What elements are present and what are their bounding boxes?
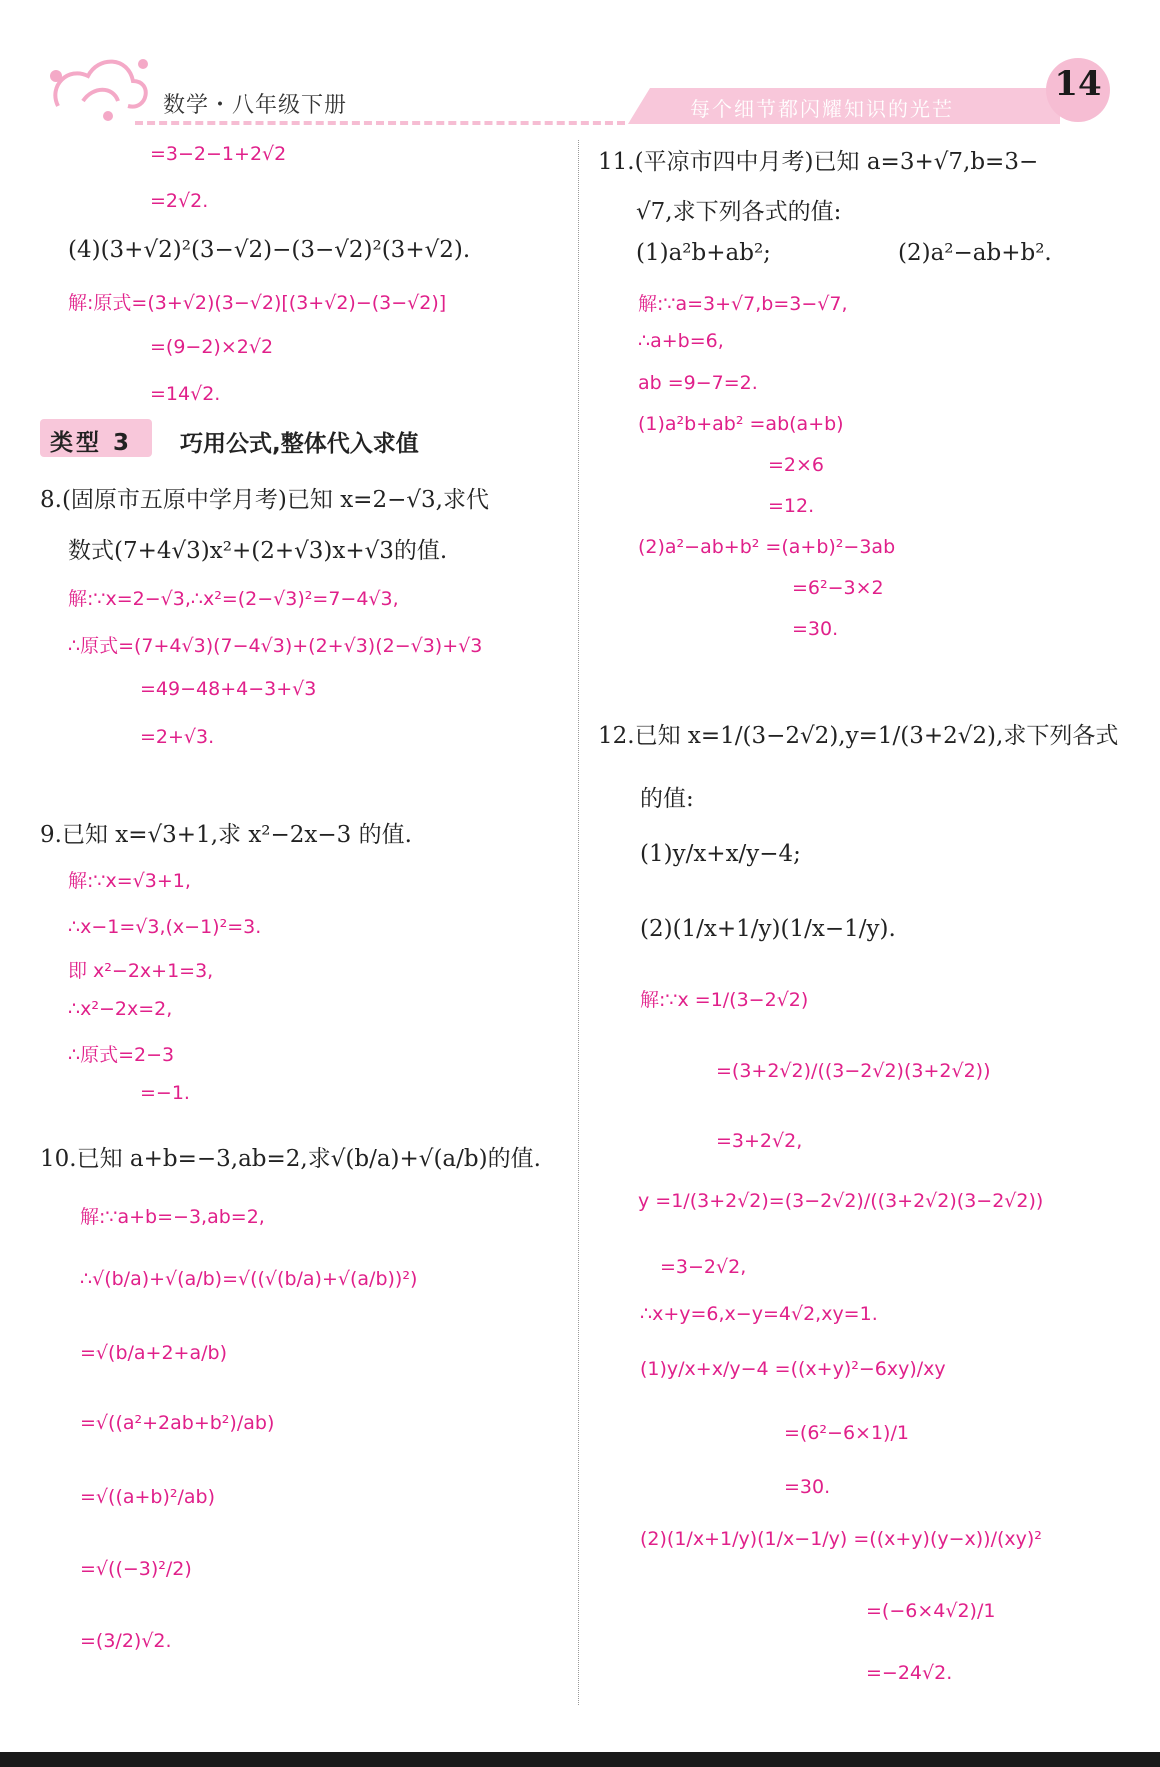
solution-text: =√(b/a+2+a/b) xyxy=(80,1342,227,1364)
solution-text: ∴x²−2x=2, xyxy=(68,998,173,1020)
solution-text: (2)a²−ab+b² =(a+b)²−3ab xyxy=(638,536,896,558)
solution-text: ∴原式=2−3 xyxy=(68,1044,175,1066)
solution-text: =2×6 xyxy=(768,454,825,476)
solution-text: =30. xyxy=(792,618,839,640)
solution-text: ∴√(b/a)+√(a/b)=√((√(b/a)+√(a/b))²) xyxy=(80,1268,418,1290)
solution-text: =√((a²+2ab+b²)/ab) xyxy=(80,1412,275,1434)
solution-text: y =1/(3+2√2)=(3−2√2)/((3+2√2)(3−2√2)) xyxy=(638,1190,1044,1212)
solution-text: (2)(1/x+1/y)(1/x−1/y) =((x+y)(y−x))/(xy)² xyxy=(640,1528,1042,1550)
solution-text: =−24√2. xyxy=(866,1662,953,1684)
solution-text: =−1. xyxy=(140,1082,190,1104)
floral-decoration-icon xyxy=(38,46,158,126)
problem-text: (2)(1/x+1/y)(1/x−1/y). xyxy=(640,916,896,942)
solution-text: 即 x²−2x+1=3, xyxy=(68,960,214,982)
solution-text: ∴x+y=6,x−y=4√2,xy=1. xyxy=(640,1303,878,1325)
solution-text: =6²−3×2 xyxy=(792,577,884,599)
solution-text: =12. xyxy=(768,495,815,517)
solution-text: 解:∵a=3+√7,b=3−√7, xyxy=(638,293,848,315)
solution-text: =(9−2)×2√2 xyxy=(150,336,274,358)
solution-text: =3−2√2, xyxy=(660,1256,747,1278)
solution-text: =√((a+b)²/ab) xyxy=(80,1486,216,1508)
problem-text: (4)(3+√2)²(3−√2)−(3−√2)²(3+√2). xyxy=(68,237,471,263)
solution-text: =14√2. xyxy=(150,383,221,405)
problem-text: 10.已知 a+b=−3,ab=2,求√(b/a)+√(a/b)的值. xyxy=(40,1146,541,1172)
problem-text: 9.已知 x=√3+1,求 x²−2x−3 的值. xyxy=(40,822,412,848)
problem-text: √7,求下列各式的值: xyxy=(636,199,842,225)
problem-text: 8.(固原市五原中学月考)已知 x=2−√3,求代 xyxy=(40,487,489,513)
problem-text: (1)y/x+x/y−4; xyxy=(640,841,801,867)
solution-text: 解:∵x=2−√3,∴x²=(2−√3)²=7−4√3, xyxy=(68,588,399,610)
header-motto: 每个细节都闪耀知识的光芒 xyxy=(690,97,954,121)
problem-text: 11.(平凉市四中月考)已知 a=3+√7,b=3− xyxy=(598,149,1039,175)
solution-text: =(−6×4√2)/1 xyxy=(866,1600,996,1622)
problem-text: (1)a²b+ab²; xyxy=(636,240,771,266)
solution-text: =30. xyxy=(784,1476,831,1498)
left-line: =3−2−1+2√2 xyxy=(150,143,287,165)
solution-text: ∴原式=(7+4√3)(7−4√3)+(2+√3)(2−√3)+√3 xyxy=(68,635,483,657)
column-separator xyxy=(578,140,579,1705)
solution-text: 解:∵x =1/(3−2√2) xyxy=(640,989,809,1011)
solution-text: =2+√3. xyxy=(140,726,215,748)
solution-text: ∴a+b=6, xyxy=(638,330,724,352)
header-divider xyxy=(135,121,625,125)
problem-text: 12.已知 x=1/(3−2√2),y=1/(3+2√2),求下列各式 xyxy=(598,723,1119,749)
solution-text: 解:原式=(3+√2)(3−√2)[(3+√2)−(3−√2)] xyxy=(68,292,447,314)
bottom-bar xyxy=(0,1752,1160,1767)
solution-text: =(3+2√2)/((3−2√2)(3+2√2)) xyxy=(716,1060,991,1082)
problem-text: (2)a²−ab+b². xyxy=(898,240,1052,266)
left-line: =2√2. xyxy=(150,190,209,212)
solution-text: (1)a²b+ab² =ab(a+b) xyxy=(638,413,844,435)
page-number: 14 xyxy=(1054,64,1102,104)
book-title: 数学・八年级下册 xyxy=(163,93,348,118)
section-title: 巧用公式,整体代入求值 xyxy=(180,431,419,457)
solution-text: (1)y/x+x/y−4 =((x+y)²−6xy)/xy xyxy=(640,1358,946,1380)
solution-text: =(3/2)√2. xyxy=(80,1630,172,1652)
problem-text: 的值: xyxy=(640,786,694,812)
solution-text: =3+2√2, xyxy=(716,1130,803,1152)
solution-text: 解:∵a+b=−3,ab=2, xyxy=(80,1206,265,1228)
solution-text: =√((−3)²/2) xyxy=(80,1558,192,1580)
solution-text: 解:∵x=√3+1, xyxy=(68,870,191,892)
solution-text: ab =9−7=2. xyxy=(638,372,758,394)
section-label: 类型 3 xyxy=(50,430,133,456)
solution-text: =(6²−6×1)/1 xyxy=(784,1422,909,1444)
problem-text: 数式(7+4√3)x²+(2+√3)x+√3的值. xyxy=(68,538,448,564)
solution-text: ∴x−1=√3,(x−1)²=3. xyxy=(68,916,262,938)
solution-text: =49−48+4−3+√3 xyxy=(140,678,317,700)
